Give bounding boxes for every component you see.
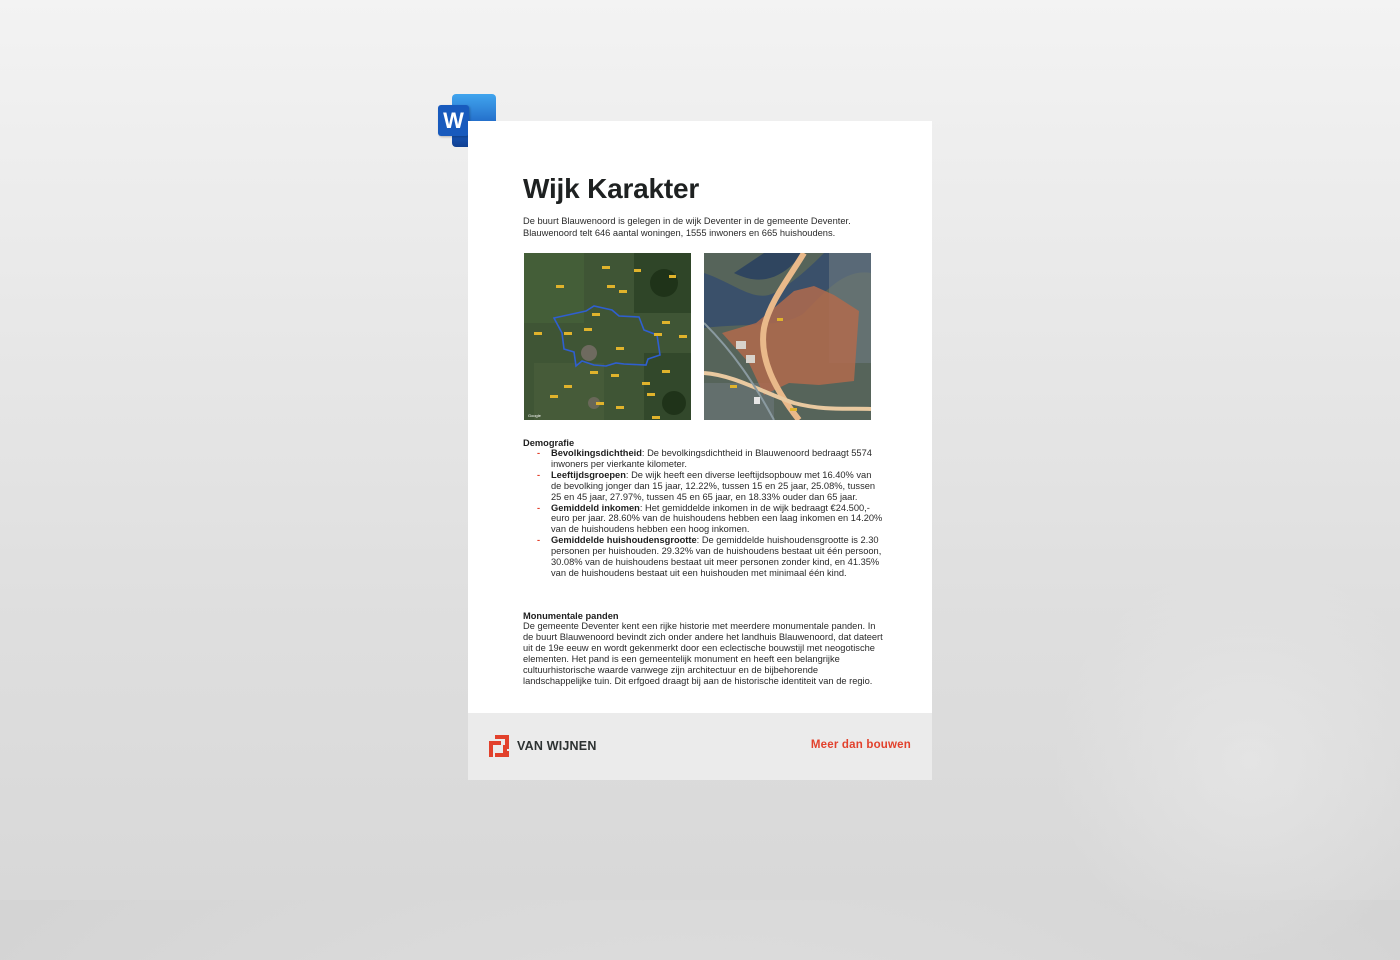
aerial-map xyxy=(704,253,871,420)
item-label: Gemiddelde huishoudensgrootte xyxy=(551,535,697,546)
item-label: Leeftijdsgroepen xyxy=(551,469,626,480)
brand-slogan: Meer dan bouwen xyxy=(810,739,911,751)
item-text: : De wijk heeft een diverse leeftijdsopbouw met 16.40% van de bevolking jonger dan 15 jaar, 12.22%, tussen 15 en 25 jaar, 25.08%, tussen 25 en 45 jaar, 27.97%, tussen 45 en 65 jaar, en 18.33% ouder dan 65 jaar. xyxy=(551,469,876,502)
bullet-marker: - xyxy=(537,448,541,458)
demografie-section xyxy=(523,438,883,579)
van-wijnen-logo-icon xyxy=(489,735,511,757)
monumentale-panden-text: De gemeente Deventer kent een rijke historie met meerdere monumentale panden. In de buurt Blauwenoord bevindt zich onder andere het landhuis Blauwenoord, dat dateert uit de 19e eeuw en wordt gekenmerkt door een eclectische bouwstijl met neogotische elementen. Het pand is een gemeentelijk monument en heeft een belangrijke cultuurhistorische waarde vanwege zijn architectuur en de bijbehorende landschappelijke tuin. Dit erfgoed draagt bij aan de historische identiteit van de regio. xyxy=(523,621,883,686)
brand-name: VAN WIJNEN xyxy=(517,739,597,753)
document-title: Wijk Karakter xyxy=(523,173,700,204)
list-item-huishoudensgrootte xyxy=(537,535,883,579)
regional-map xyxy=(524,253,691,420)
aerial-map-graphic xyxy=(704,253,871,420)
monumentale-panden-section xyxy=(523,611,883,686)
item-label: Bevolkingsdichtheid xyxy=(551,448,642,458)
item-text: : De bevolkingsdichtheid in Blauwenoord bedraagt 5574 inwoners per vierkante kilometer. xyxy=(551,448,872,469)
van-wijnen-logo xyxy=(489,735,597,757)
svg-text:Google: Google xyxy=(528,413,541,418)
bullet-marker: - xyxy=(537,502,541,513)
regional-map-graphic xyxy=(524,253,691,420)
list-item-leeftijdsgroepen xyxy=(537,469,883,503)
intro-paragraph: De buurt Blauwenoord is gelegen in de wijk Deventer in de gemeente Deventer. Blauwenoord telt 646 aantal woningen, 1555 inwoners en 665 huishoudens. xyxy=(523,216,851,238)
list-item-bevolkingsdichtheid xyxy=(537,448,883,470)
demografie-list xyxy=(523,448,883,579)
bullet-marker: - xyxy=(537,469,541,480)
list-item-gemiddeld-inkomen xyxy=(537,502,883,536)
document-page xyxy=(468,121,932,780)
bullet-marker: - xyxy=(537,535,541,546)
monumentale-panden-title: Monumentale panden xyxy=(523,611,619,621)
word-icon-letter: W xyxy=(438,105,469,136)
map-images xyxy=(524,253,871,421)
item-label: Gemiddeld inkomen xyxy=(551,502,640,513)
item-text: : De gemiddelde huishoudensgrootte is 2.30 personen per huishouden. 29.32% van de huishoudens bestaat uit één persoon, 30.08% van de huishoudens bestaat uit meer personen zonder kind, en 41.35% van de huishoudens bestaat uit een huishouden met minimaal één kind. xyxy=(551,535,882,578)
demografie-title: Demografie xyxy=(523,438,575,448)
item-text: : Het gemiddelde inkomen in de wijk bedraagt €24.500,- euro per jaar. 28.60% van de huishoudens hebben een laag inkomen en 14.20% van de huishoudens hebben een hoog inkomen. xyxy=(551,502,883,535)
document-footer xyxy=(468,713,932,780)
